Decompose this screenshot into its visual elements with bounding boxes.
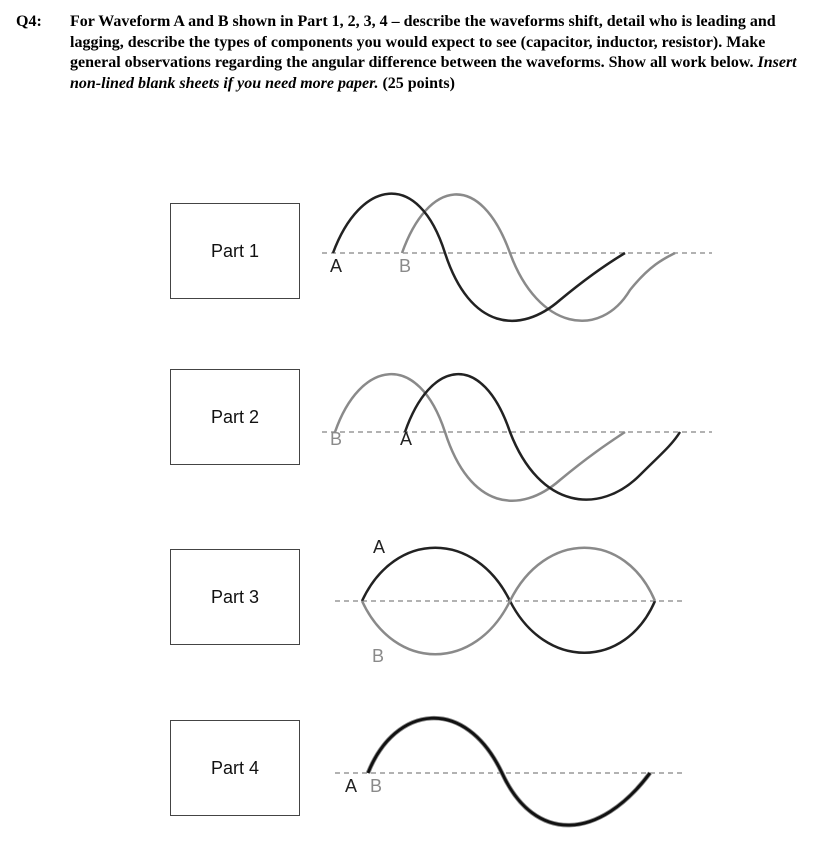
part-2-wave-b (335, 374, 625, 501)
part-2-label-a: A (400, 429, 413, 449)
part-1-wave-a (333, 194, 625, 321)
part-3-waves (335, 537, 685, 666)
part-2-label-b: B (330, 429, 343, 449)
part-4-wave-b (368, 718, 650, 825)
part-2-label: Part 2 (210, 406, 260, 427)
question-points: (25 points) (382, 74, 455, 92)
part-1-wave-b (402, 194, 675, 320)
part-3-label-b: B (372, 646, 385, 666)
part-1-label-a: A (330, 256, 343, 276)
part-3-wave-a (362, 548, 655, 653)
part-4-label-b: B (370, 776, 383, 796)
part-4-label: Part 4 (210, 757, 260, 778)
part-4-waves (335, 718, 685, 825)
part-3-label: Part 3 (210, 586, 260, 607)
part-4-wave-a (368, 718, 650, 825)
question-number: Q4: (16, 13, 42, 30)
part-1-waves (322, 194, 712, 321)
part-4-label-a: A (345, 776, 358, 796)
part-3-label-a: A (373, 537, 386, 557)
part-2-waves (322, 374, 712, 501)
question-italic-note: Insert non-lined blank sheets if you need more paper. (70, 54, 797, 92)
part-1-label-b: B (399, 256, 412, 276)
part-1-label: Part 1 (210, 240, 260, 261)
question-main-text: For Waveform A and B shown in Part 1, 2, 3, 4 – describe the waveforms shift, detail who is leading and lagging, describe the types of components you would expect to see (capacitor, inductor, resistor). Make general observations regarding the angular difference between the waveforms. Show all work below. (70, 13, 776, 71)
